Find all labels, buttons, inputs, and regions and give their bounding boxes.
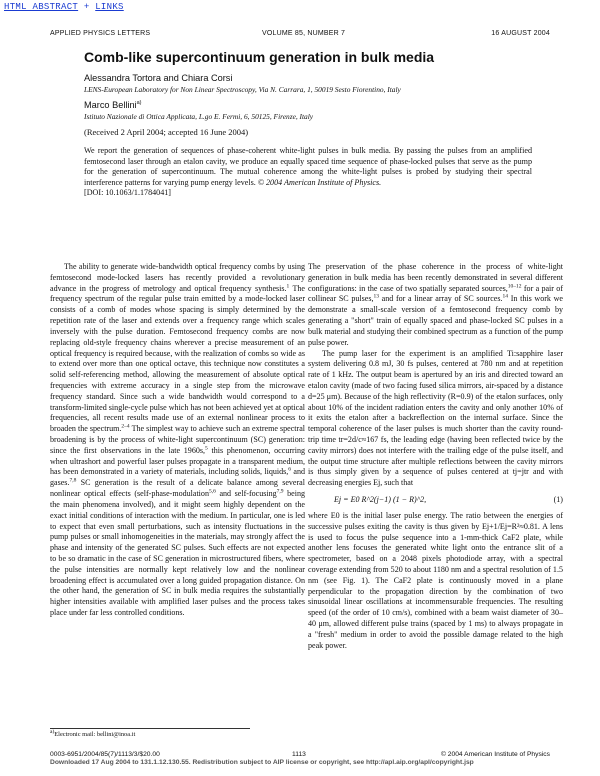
text-run: The ability to generate wide-bandwidth optical frequency combs by using femtosecond mode-locked lasers has recently provided a revolutionary advance in the progress of metrology and optical frequency synthesis. [50,262,305,293]
top-links [4,2,124,12]
links-link[interactable]: LINKS [95,2,124,12]
citation: 5 [205,445,208,452]
citation: 6 [288,466,292,473]
citation: 10–12 [507,282,522,289]
download-notice: Downloaded 17 Aug 2004 to 131.1.12.130.55. Redistribution subject to AIP license or copyright, see http://apl.aip.org/apl/copyright.jsp [50,759,474,766]
text-run: being the main phenomena involved), and it might seem highly dependent on the exact initial conditions of interaction with the medium. In particular, one is led to expect that even small perturbations, such as intensity fluctuations in the pump pulses or small inhomogeneities in the materials, may strongly affect the phase and intensity of the generated SC pulses. Such effects are not expected to be so dramatic in the case of SC generation in microstructured fibers, where the pulse intensities are normally kept relatively low and the nonlinear broadening effect is accumulated over a long guided propagation distance. On the other hand, the generation of SC in bulk media requires the substantially higher intensities available with amplified laser pulses and the process takes place under far less controlled conditions. [50,489,306,617]
footer-issn: 0003-6951/2004/85(7)/1113/3/$20.00 [50,751,160,758]
paper-title: Comb-like supercontinuum generation in bulk media [84,49,435,65]
abstract-doi: [DOI: 10.1063/1.1784041] [84,188,171,198]
text-run: The simplest way to achieve such an extreme spectral broadening is by the process of white-light supercontinuum (SC) generation: since the first observations in the late 1960s, [50,424,306,455]
abstract-text: We report the generation of sequences of phase-coherent white-light pulses in bulk media. By passing the pulses from an amplified femtosecond laser through an etalon cavity, we produce an equally spaced time sequence of phase-locked pulses that serve as the pump for the generation of supercontinuum. The mutual coherence among the white-light pulses is probed by studying their spectral interference patterns for varying pump energy levels. [84,146,532,187]
citation: 1 [286,282,290,289]
text-run: for a pair of collinear SC pulses, [308,283,564,304]
citation: 7,9 [276,488,284,495]
column-right [308,262,563,651]
equation-number: (1) [553,495,563,505]
page-number: 1113 [292,751,306,758]
citation: 5,6 [208,488,216,495]
text-run: and gases. [50,467,306,488]
text-run: The frequency spectrum of the regular pulse train emitted by a mode-locked laser consists of a comb of modes whose spacing is simply determined by the repetition rate of the laser and extends over a frequency range which scales inversely with the pulse duration. Femtosecond frequency combs are now replacing old-style frequency chains wherever a precise measurement of an optical frequency is required because, with the realization of combs so wide as to extend over more than one optical octave, this technique now constitutes a solid self-referencing method, allowing the measurement of absolute optical frequencies with extreme accuracy in a single step from the microwave frequency standard. Since such a wide bandwidth would correspond to a transform-limited single-cycle pulse which has not been achieved yet at optical frequencies, all recent results made use of an external nonlinear process to broaden the spectrum. [50,283,305,434]
text-run: and self-focusing [215,489,277,499]
footnote-text: Electronic mail: bellini@inoa.it [54,731,136,738]
received-dates: (Received 2 April 2004; accepted 16 June 2004) [84,127,249,137]
text-run: In this work we demonstrate a small-scale version of a femtosecond frequency comb by generating a "short" train of equally spaced and phase-locked SC pulses in a bulk material and studying their combined spectrum as a function of the pump pulse power. [308,294,563,347]
column-left [50,262,305,619]
affiliation-1: LENS-European Laboratory for Non Linear Spectroscopy, Via N. Carrara, 1, 50019 Sesto Fiorentino, Italy [84,85,401,94]
body-paragraph: The pump laser for the experiment is an amplified Ti:sapphire laser system delivering 0.8 mJ, 30 fs pulses, centered at 780 nm and at repetition rate of 1 kHz. The output beam is apertured by an iris and directed toward an etalon cavity (made of two facing fused silica mirrors, air-spaced by a distance d=25 μm). Because of the high reflectivity (R=0.9) of the etalon surfaces, only about 10% of the incident radiation enters the cavity and only another 10% of it exits the etalon after a backreflection on the internal surface. Since the temporal coherence of the laser pulses is much shorter than the cavity round-trip time tr=2d/c≈167 fs, the leading edge (having been reflected twice by the cavity mirrors) does not interfere with the trailing edge of the pulse itself, and the output time structure after multiple reflections between the cavity mirrors is thus simply given by a sequence of pulses centered at tj=jtr and with decreasing energies Ej, such that [308,348,563,488]
volume-number: VOLUME 85, NUMBER 7 [262,30,346,37]
journal-name: APPLIED PHYSICS LETTERS [50,30,151,37]
abstract-copyright: © 2004 American Institute of Physics. [257,177,382,187]
issue-date: 16 AUGUST 2004 [491,30,550,37]
body-paragraph [50,262,305,619]
equation-1 [308,495,563,506]
body-paragraph [308,262,563,349]
equation-text: Ej = E0 R^2(j−1) (1 − R)^2, [334,495,427,505]
footnote-mark: a) [50,728,55,735]
author-footnote-mark: a) [136,99,142,106]
text-run: this phenomenon, occurring when ultrashort and powerful laser pulses propagate in a transparent medium, has been demonstrated in a variety of materials, including solids, liquids, [50,445,305,477]
author-group-2 [84,100,141,110]
affiliation-2: Istituto Nazionale di Ottica Applicata, L.go E. Fermi, 6, 50125, Firenze, Italy [84,112,314,121]
citation: 7,8 [69,477,77,484]
author-group-1: Alessandra Tortora and Chiara Corsi [84,73,233,83]
footnote [50,728,250,738]
body-paragraph: where E0 is the initial laser pulse energy. The ratio between the energies of successive pulses exiting the cavity is thus given by Ej+1/Ej=R²≈0.81. A lens is used to focus the pulse sequence into a 1-mm-thick CaF2 plate, while another lens focuses the generated white light onto the entrance slit of a spectrometer, based on a 2048 pixels photodiode array, with a spectral coverage extending from 520 to about 1180 nm and a spectral resolution of 1.5 nm (see Fig. 1). The CaF2 plate is continuously moved in a plane perpendicular to the propagation direction by the combination of two sinusoidal linear oscillations at incommensurable frequencies. The resulting speed (of the order of 10 cm/s), combined with a beam waist diameter of 30–40 μm, allowed different pulse trains (spaced by 1 ms) to always propagate in a "fresh" medium in order to avoid the possible damage related to the high peak power. [308,510,563,650]
citation: 14 [502,293,509,300]
text-run: The preservation of the phase coherence in the process of white-light generation in bulk media has been recently demonstrated in several different configurations: in the case of two spatially separated sources, [308,262,563,293]
top-links-separator: + [78,2,96,12]
html-abstract-link[interactable]: HTML ABSTRACT [4,2,79,12]
footer-copyright: © 2004 American Institute of Physics [440,751,550,758]
author-name-bellini: Marco Bellini [84,100,137,110]
text-run: SC generation is the result of a delicate balance among several nonlinear optical effects (self-phase-modulation [50,478,305,499]
citation: 2–4 [121,423,130,430]
citation: 13 [373,293,379,300]
abstract [84,146,532,199]
text-run: and for a linear array of SC sources. [378,294,503,304]
